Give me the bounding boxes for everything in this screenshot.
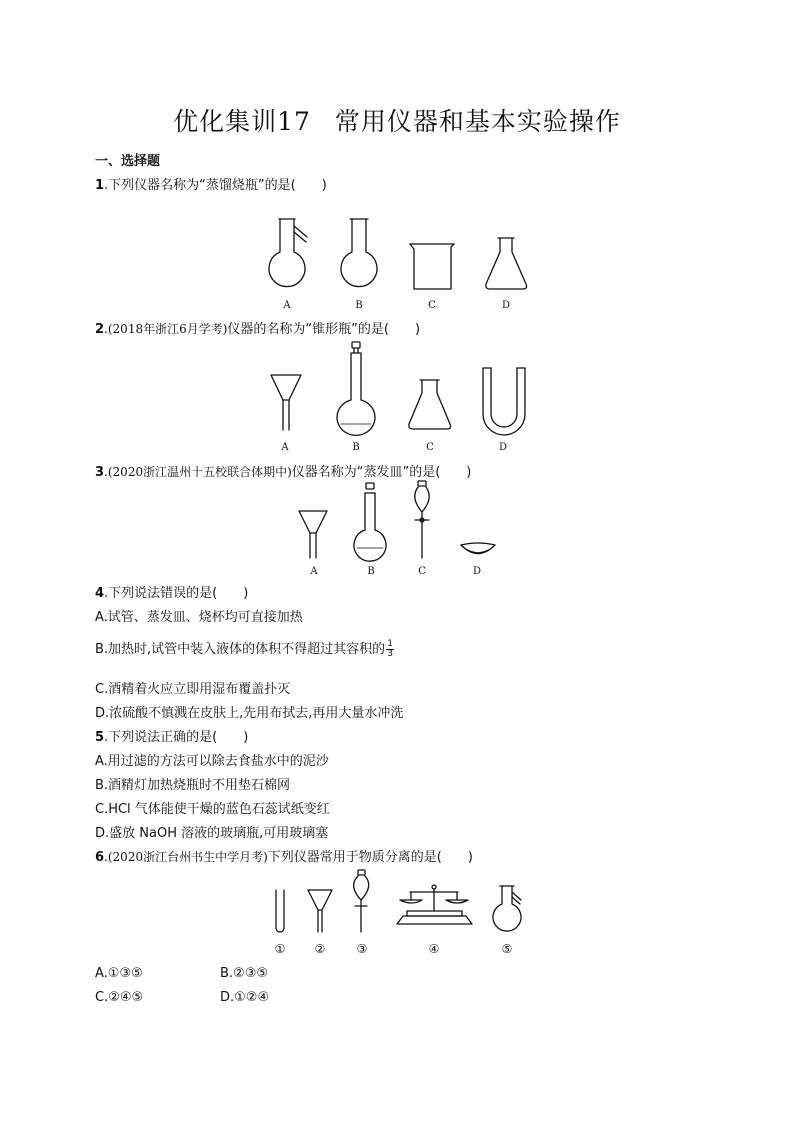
- q3-a-funnel-icon: [299, 511, 327, 558]
- q4-option-d: D.浓硫酸不慎溅在皮肤上,先用布拭去,再用大量水冲洗: [95, 706, 404, 721]
- title-right: 常用仪器和基本实验操作: [334, 107, 621, 136]
- section-heading: 一、选择题: [95, 154, 161, 169]
- q5-option-a: A.用过滤的方法可以除去食盐水中的泥沙: [95, 754, 329, 769]
- question-3-text: 仪器名称为“蒸发皿”的是( ): [291, 465, 472, 480]
- q6-label-2: ②: [314, 942, 326, 956]
- q1-d-erlenmeyer-flask-icon: [486, 238, 527, 289]
- q3-label-c: C: [418, 566, 426, 577]
- question-5-text: .下列说法正确的是( ): [104, 730, 249, 745]
- question-5-number: 5: [95, 730, 105, 745]
- q3-label-a: A: [310, 566, 318, 577]
- q6-label-3: ③: [356, 942, 368, 956]
- question-4-number: 4: [95, 586, 105, 601]
- q6-label-5: ⑤: [501, 942, 513, 956]
- q1-label-c: C: [428, 300, 436, 311]
- q3-d-evaporating-dish-icon: [461, 543, 495, 554]
- q1-b-round-bottom-flask-icon: [341, 219, 377, 287]
- q6-2-funnel-icon: [308, 890, 332, 932]
- q6-option-a: A.①③⑤: [95, 966, 143, 981]
- q2-c-erlenmeyer-flask-icon: [409, 380, 451, 429]
- q2-d-u-tube-icon: [483, 368, 525, 435]
- q1-label-d: D: [501, 300, 511, 311]
- q2-label-c: C: [426, 442, 434, 453]
- q6-3-separatory-funnel-icon: [354, 870, 369, 932]
- title-left: 优化集训17: [173, 107, 311, 136]
- q3-label-b: B: [367, 566, 375, 577]
- q2-label-a: A: [281, 442, 289, 453]
- fraction-numerator: 1: [387, 639, 393, 649]
- q6-option-d: D.①②④: [220, 990, 270, 1005]
- q2-label-d: D: [498, 442, 508, 453]
- q2-b-volumetric-flask-icon: [337, 342, 375, 435]
- q3-c-separatory-funnel-icon: [415, 481, 429, 558]
- q6-option-c: C.②④⑤: [95, 990, 144, 1005]
- q1-a-distillation-flask-icon: [269, 219, 307, 287]
- q5-option-b: B.酒精灯加热烧瓶时不用垫石棉网: [95, 778, 291, 793]
- q6-option-b: B.②③⑤: [220, 966, 269, 981]
- q2-label-b: B: [352, 442, 360, 453]
- question-3-source: .(2020浙江温州十五校联合体期中): [104, 465, 292, 479]
- q1-c-beaker-icon: [410, 244, 454, 289]
- question-3-number: 3: [95, 465, 105, 480]
- q6-label-4: ④: [428, 942, 440, 956]
- question-2-source: .(2018年浙江6月学考): [104, 322, 228, 336]
- q6-4-balance-icon: [397, 885, 472, 924]
- q1-label-b: B: [355, 300, 363, 311]
- question-2-text: 仪器的名称为“锥形瓶”的是( ): [227, 322, 421, 337]
- q6-label-1: ①: [274, 942, 286, 956]
- q5-option-c: C.HCl 气体能使干燥的蓝色石蕊试纸变红: [95, 802, 330, 817]
- q4-option-a: A.试管、蒸发皿、烧杯均可直接加热: [95, 610, 303, 625]
- q3-label-d: D: [472, 566, 482, 577]
- q6-1-test-tube-icon: [276, 890, 284, 932]
- q1-label-a: A: [283, 300, 291, 311]
- question-2-number: 2: [95, 322, 105, 337]
- q4-option-c: C.酒精着火应立即用湿布覆盖扑灭: [95, 682, 291, 697]
- q6-5-distillation-flask-icon: [493, 886, 521, 931]
- q5-option-d: D.盛放 NaOH 溶液的玻璃瓶,可用玻璃塞: [95, 826, 329, 841]
- question-6-source: .(2020浙江台州书生中学月考): [104, 850, 268, 864]
- fraction-denominator: 3: [387, 649, 393, 659]
- q3-b-volumetric-flask-icon: [354, 483, 386, 561]
- question-1-text: .下列仪器名称为“蒸馏烧瓶”的是( ): [104, 178, 327, 193]
- question-6-number: 6: [95, 850, 105, 865]
- question-6-text: 下列仪器常用于物质分离的是( ): [267, 850, 473, 865]
- question-4-text: .下列说法错误的是( ): [104, 586, 249, 601]
- q4-option-b-text: B.加热时,试管中装入液体的体积不得超过其容积的: [95, 642, 386, 657]
- question-1-number: 1: [95, 178, 105, 193]
- q2-a-funnel-icon: [271, 375, 301, 430]
